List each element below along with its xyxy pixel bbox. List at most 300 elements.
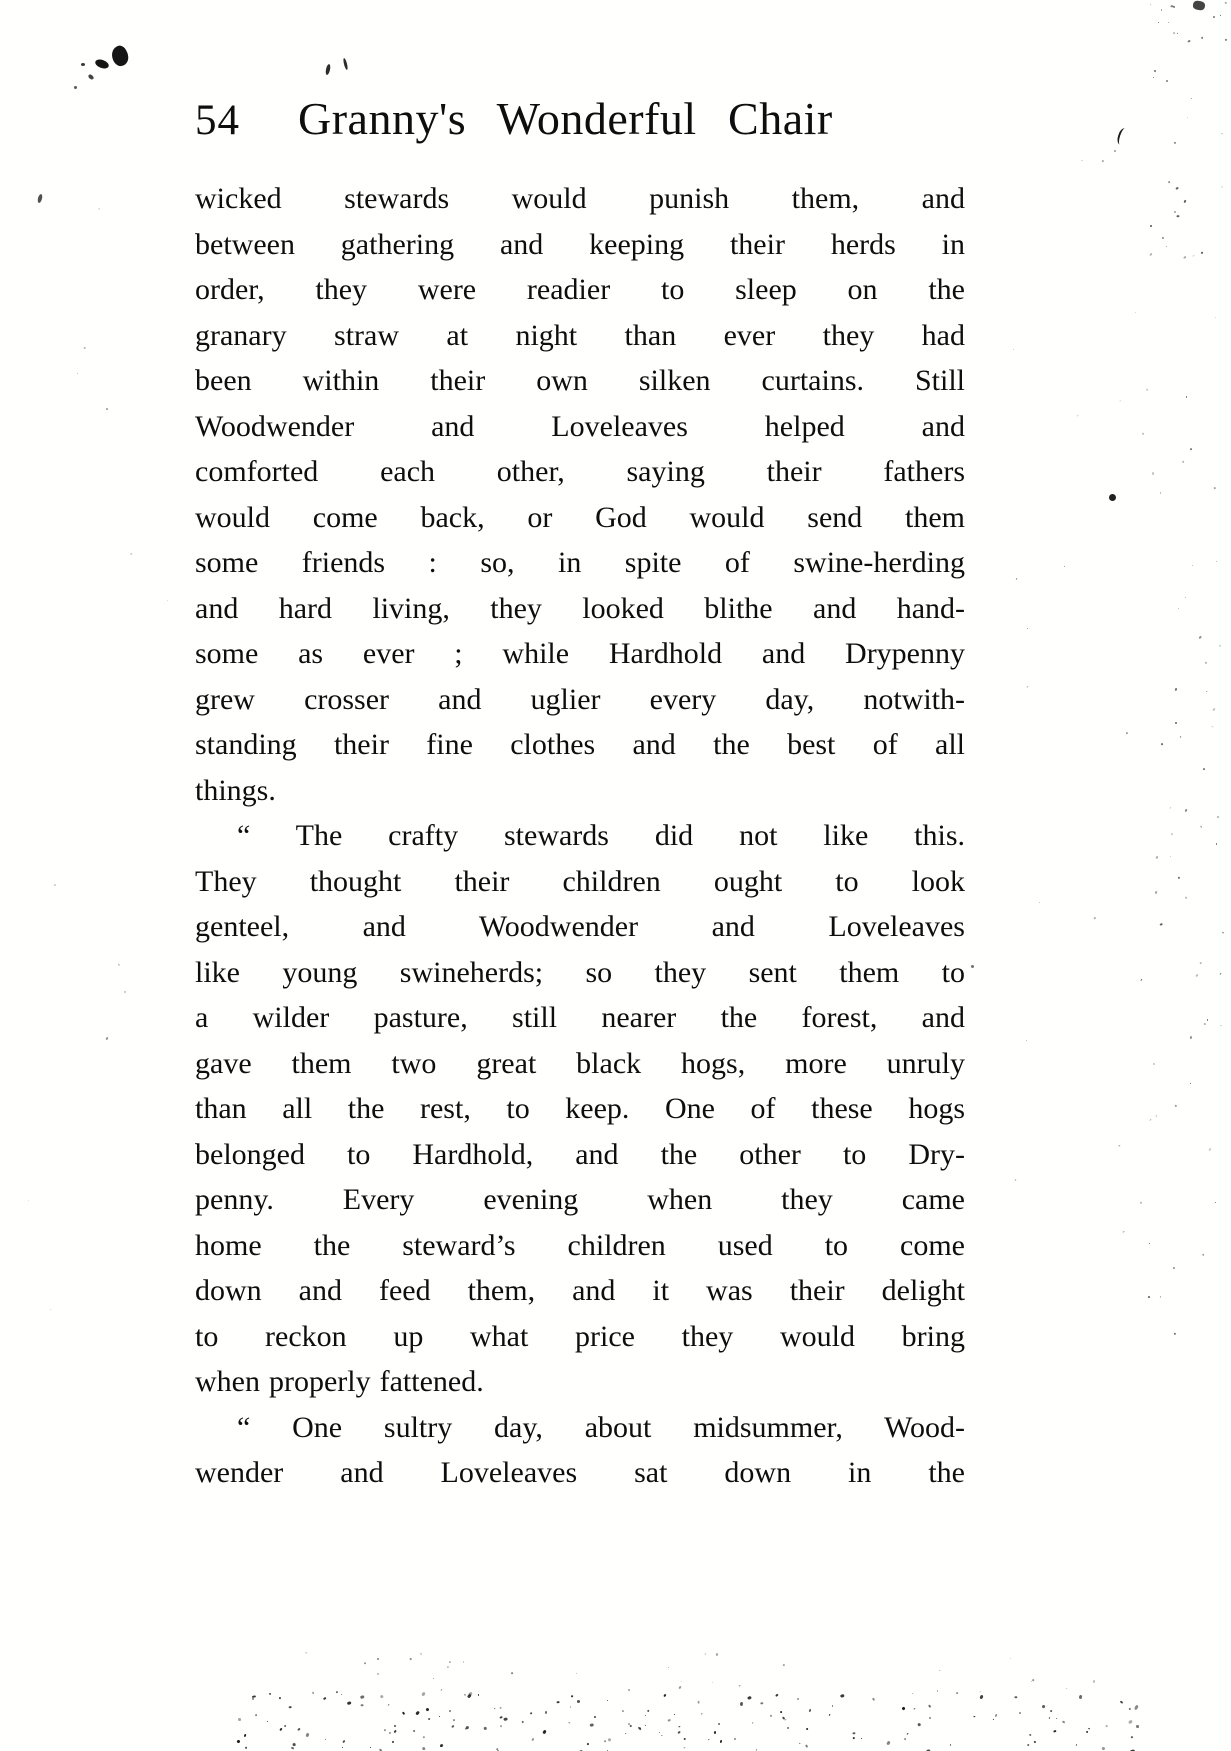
scan-speck <box>370 1746 372 1748</box>
scan-speck <box>853 1737 855 1739</box>
scan-speck <box>1201 251 1204 254</box>
scan-speck <box>1185 897 1187 899</box>
scan-speck <box>1136 1725 1139 1729</box>
scan-speck <box>1220 973 1222 975</box>
page-title: Granny's Wonderful Chair <box>298 93 833 144</box>
scan-speck <box>751 1722 753 1724</box>
text-line: “ One sultry day, about midsummer, Wood- <box>237 1410 965 1444</box>
scan-speck <box>440 1688 442 1690</box>
scan-speck <box>1205 661 1208 664</box>
scan-speck <box>1010 1658 1011 1659</box>
scan-speck <box>569 1722 571 1723</box>
scan-speck <box>383 1729 385 1731</box>
scan-speck <box>1149 1118 1151 1120</box>
scan-speck <box>1199 636 1203 640</box>
scan-speck <box>1162 237 1164 239</box>
scan-speck <box>325 1739 326 1740</box>
scan-speck <box>1184 200 1187 204</box>
scan-speck <box>463 1661 465 1663</box>
scan-speck <box>871 1698 874 1701</box>
scan-speck <box>1146 389 1148 391</box>
text-line: order, they were readier to sleep on the <box>195 273 965 306</box>
scan-speck <box>87 74 94 81</box>
scan-speck <box>466 1725 470 1729</box>
scan-speck <box>1184 255 1187 258</box>
scan-speck <box>1016 578 1018 580</box>
scan-speck <box>484 1727 487 1730</box>
scan-speck <box>1166 246 1167 247</box>
scan-speck <box>1172 32 1175 35</box>
scan-speck <box>861 1737 862 1738</box>
scan-speck <box>627 1688 630 1691</box>
scan-speck <box>1155 856 1158 859</box>
scan-speck <box>449 1661 451 1663</box>
scan-speck <box>720 1740 723 1743</box>
scan-speck <box>1185 596 1186 597</box>
scan-speck <box>1134 1705 1139 1710</box>
scan-speck <box>1219 645 1220 647</box>
scan-speck <box>1160 492 1162 494</box>
scan-speck <box>679 1726 681 1727</box>
scan-speck <box>1216 843 1217 845</box>
scan-speck <box>493 1707 495 1709</box>
scan-speck <box>1081 159 1083 161</box>
scan-speck <box>392 1740 395 1743</box>
scan-speck <box>1076 415 1078 417</box>
scan-speck <box>106 1036 109 1040</box>
scan-speck <box>305 1733 309 1738</box>
text-line: standing their fine clothes and the best of all <box>195 728 965 761</box>
scan-speck <box>388 1704 390 1706</box>
scan-speck <box>776 1694 779 1697</box>
scan-speck <box>1178 608 1180 609</box>
scan-speck <box>1027 686 1029 688</box>
scan-speck <box>54 884 56 886</box>
scan-speck <box>799 1742 800 1743</box>
scan-speck <box>1152 1063 1154 1065</box>
scan-speck <box>1013 348 1014 349</box>
scan-speck <box>464 1727 468 1730</box>
scan-speck <box>1174 1332 1177 1335</box>
text-line: granary straw at night than ever they had <box>195 318 965 352</box>
scan-speck <box>1049 1717 1051 1719</box>
scan-speck <box>1031 1681 1033 1683</box>
scan-speck <box>557 1702 560 1704</box>
scan-speck <box>269 1693 272 1696</box>
scan-speck <box>950 1744 952 1746</box>
scan-speck <box>659 1732 660 1733</box>
scan-speck <box>1140 1202 1142 1204</box>
scan-speck <box>1185 808 1188 812</box>
scan-speck <box>809 1709 812 1712</box>
scan-speck <box>1119 1145 1121 1146</box>
text-line: some as ever ; while Hardhold and Drypenny <box>195 637 965 670</box>
scan-speck <box>415 1710 420 1715</box>
scan-speck <box>1126 732 1129 734</box>
scan-speck <box>673 1714 674 1716</box>
scan-speck <box>607 1700 608 1701</box>
scan-speck <box>1027 1744 1030 1747</box>
scan-speck <box>1173 6 1175 8</box>
scan-speck <box>1149 1243 1150 1244</box>
scan-speck <box>708 1739 710 1740</box>
scan-speck <box>1192 255 1194 257</box>
scan-speck <box>360 1695 364 1699</box>
scan-speck <box>1015 1179 1017 1181</box>
scan-speck <box>1153 77 1154 78</box>
scan-speck <box>712 1682 713 1684</box>
scan-speck <box>677 1731 681 1734</box>
scan-speck <box>647 1710 650 1713</box>
scan-speck <box>410 1658 412 1660</box>
scan-speck <box>829 1714 831 1716</box>
scan-speck <box>1149 225 1151 227</box>
scan-speck <box>1106 1725 1108 1727</box>
scan-speck <box>994 1713 997 1717</box>
scan-speck <box>98 208 100 210</box>
scan-speck <box>105 408 108 411</box>
text-line: penny. Every evening when they came <box>195 1183 965 1216</box>
scan-speck <box>939 1670 941 1672</box>
scan-speck <box>50 1309 52 1311</box>
scan-speck <box>1093 917 1095 919</box>
scan-speck <box>464 1693 467 1696</box>
scan-speck <box>94 58 110 70</box>
scan-speck <box>645 1724 646 1725</box>
scan-speck <box>341 1693 342 1694</box>
scan-speck <box>1042 1704 1046 1708</box>
scan-speck <box>663 1694 666 1697</box>
scan-speck <box>544 1711 547 1714</box>
scan-speck <box>1187 117 1188 118</box>
scan-speck <box>1066 1687 1068 1689</box>
scan-speck <box>1160 743 1163 746</box>
text-line: would come back, or God would send them <box>195 500 965 534</box>
scan-speck <box>740 1702 743 1706</box>
scan-speck <box>973 1716 975 1718</box>
scan-speck <box>305 1651 307 1653</box>
scan-speck <box>1150 252 1153 255</box>
scan-speck <box>1109 494 1116 501</box>
scan-speck <box>447 1665 449 1667</box>
text-line: genteel, and Woodwender and Loveleaves <box>195 910 965 943</box>
scan-speck <box>1191 564 1192 566</box>
scan-speck <box>449 1709 451 1711</box>
scan-speck <box>628 1722 630 1725</box>
scan-speck <box>1039 902 1040 903</box>
text-line: to reckon up what price they would bring <box>195 1319 965 1353</box>
scan-speck <box>980 1691 982 1693</box>
scan-speck <box>503 1717 508 1721</box>
scan-speck <box>1174 211 1176 213</box>
scan-speck <box>770 1714 773 1717</box>
scan-speck <box>1202 252 1204 254</box>
scan-speck <box>1178 33 1179 34</box>
scan-speck <box>679 1686 682 1690</box>
scan-speck <box>1119 400 1121 402</box>
text-line: when properly fattened. <box>195 1365 484 1398</box>
scan-speck <box>980 1695 984 1700</box>
scan-speck <box>701 1713 704 1715</box>
scan-speck <box>1225 39 1227 41</box>
scan-speck <box>684 1747 686 1749</box>
scan-speck <box>1152 472 1154 475</box>
scan-speck <box>886 1741 890 1746</box>
page-body <box>195 176 965 1496</box>
scan-speck <box>1075 1744 1077 1746</box>
scan-speck <box>1187 39 1191 42</box>
scan-speck <box>439 1745 442 1748</box>
scan-speck <box>1204 1022 1206 1024</box>
scan-speck <box>393 1729 397 1733</box>
scan-speck <box>1169 856 1171 858</box>
scan-speck <box>1158 22 1159 23</box>
scan-speck <box>913 1708 915 1710</box>
scan-speck <box>291 1746 294 1749</box>
scan-speck <box>716 1652 718 1655</box>
text-line: Woodwender and Loveleaves helped and <box>195 409 965 443</box>
scan-speck <box>1217 816 1219 818</box>
scan-speck <box>267 1721 268 1722</box>
scan-speck <box>684 1738 686 1740</box>
scan-speck <box>1190 448 1193 450</box>
text-line: a wilder pasture, still nearer the forest, and <box>195 1001 965 1034</box>
scan-speck <box>500 1725 503 1728</box>
scan-speck <box>638 1728 641 1731</box>
scan-speck <box>467 1693 471 1697</box>
scan-speck <box>531 1737 534 1740</box>
scan-speck <box>499 1716 503 1719</box>
scan-speck <box>1200 37 1203 40</box>
scan-speck <box>389 1732 391 1734</box>
scan-speck <box>1025 1040 1027 1042</box>
scan-speck <box>1101 159 1103 161</box>
scan-speck <box>297 1728 300 1731</box>
scan-speck <box>1140 979 1142 981</box>
scan-speck <box>1178 876 1180 879</box>
scan-speck <box>1116 127 1130 146</box>
scan-speck <box>589 1723 594 1727</box>
scan-speck <box>252 1697 255 1700</box>
scan-speck <box>84 347 86 349</box>
scan-speck <box>1179 736 1181 738</box>
scan-speck <box>28 1200 30 1201</box>
scan-speck <box>1114 150 1116 152</box>
scan-speck <box>1220 15 1222 17</box>
text-line: things. <box>195 773 276 807</box>
scan-speck <box>1221 931 1223 933</box>
scan-speck <box>342 1740 345 1743</box>
text-line: wender and Loveleaves sat down in the <box>195 1456 965 1489</box>
scan-speck <box>1211 727 1213 728</box>
scan-speck <box>1175 688 1178 691</box>
scan-speck <box>1221 186 1223 188</box>
scan-speck <box>511 1672 514 1674</box>
scan-speck <box>81 63 85 66</box>
scan-speck <box>705 1653 707 1655</box>
scan-speck <box>468 1692 472 1696</box>
scan-speck <box>1086 1731 1089 1734</box>
scan-speck <box>421 1746 425 1750</box>
scan-speck <box>1062 1720 1066 1724</box>
scan-speck <box>1225 1 1227 3</box>
scan-speck <box>1182 460 1185 463</box>
scan-speck <box>1170 806 1172 808</box>
scan-speck <box>1216 560 1218 562</box>
scan-speck <box>1175 721 1178 724</box>
scan-speck <box>323 1697 326 1700</box>
scan-speck <box>713 1730 716 1733</box>
scan-speck <box>347 1702 351 1705</box>
scan-speck <box>1034 1741 1037 1744</box>
scan-speck <box>661 1735 663 1736</box>
scan-speck <box>129 553 132 556</box>
scan-speck <box>255 1714 258 1717</box>
text-line: wicked stewards would punish them, and <box>195 182 965 215</box>
scan-speck <box>607 1738 611 1741</box>
scan-speck <box>364 1662 366 1664</box>
scan-speck <box>1212 16 1215 19</box>
scan-speck <box>1019 1712 1021 1714</box>
scan-speck <box>1064 566 1066 568</box>
scan-speck <box>1168 22 1169 23</box>
scan-speck <box>312 1692 314 1694</box>
scan-speck <box>1200 825 1202 827</box>
scan-speck <box>667 1719 671 1722</box>
scan-speck <box>1220 1025 1222 1027</box>
scan-speck <box>1128 1708 1130 1711</box>
scan-speck <box>1175 1105 1177 1108</box>
scan-speck <box>343 58 349 70</box>
scan-speck <box>394 1724 397 1727</box>
scan-speck <box>1079 1695 1083 1700</box>
scan-speck <box>1015 1696 1018 1698</box>
scan-speck <box>245 1747 248 1750</box>
scan-speck <box>804 1744 808 1748</box>
scan-speck <box>1207 1019 1208 1021</box>
scan-speck <box>380 1695 384 1699</box>
scan-speck <box>1122 1230 1124 1232</box>
scan-speck <box>929 1717 931 1719</box>
scan-speck <box>681 1681 682 1682</box>
page-header <box>195 92 995 145</box>
text-line: down and feed them, and it was their delight <box>195 1274 965 1307</box>
scan-speck <box>1166 80 1168 83</box>
text-line: grew crosser and uglier every day, notwith- <box>195 682 965 716</box>
scan-speck <box>1195 974 1198 977</box>
scan-speck <box>500 1706 502 1708</box>
text-line: comforted each other, saying their fathers <box>195 455 965 488</box>
scan-speck <box>1212 708 1215 711</box>
scan-speck <box>1155 1115 1157 1117</box>
scan-speck <box>453 1719 456 1722</box>
scan-speck <box>1142 433 1144 435</box>
scan-speck <box>530 1712 533 1714</box>
scan-speck <box>336 1691 338 1693</box>
scan-speck <box>74 86 77 89</box>
scan-speck <box>1027 628 1028 629</box>
scan-speck <box>971 965 974 968</box>
scan-speck <box>1161 9 1162 11</box>
scan-speck <box>542 1729 547 1734</box>
scan-speck <box>293 1743 296 1746</box>
scan-speck <box>124 991 127 994</box>
scan-speck <box>1056 1718 1058 1720</box>
text-line: “ The crafty stewards did not like this. <box>237 819 965 852</box>
scan-speck <box>587 1742 589 1744</box>
scan-speck <box>1174 141 1176 143</box>
scan-speck <box>697 1701 699 1704</box>
scan-speck <box>1168 181 1171 184</box>
scan-speck <box>1192 0 1205 11</box>
scan-speck <box>1128 1720 1133 1725</box>
text-line: some friends : so, in spite of swine-herding <box>195 546 965 579</box>
scan-speck <box>376 1673 379 1676</box>
scan-speck <box>1150 4 1152 6</box>
text-line: like young swineherds; so they sent them to <box>195 955 965 989</box>
scan-speck <box>1191 98 1193 99</box>
scan-speck <box>1170 6 1173 8</box>
scan-speck <box>734 1738 736 1740</box>
scan-speck <box>748 1696 753 1700</box>
scan-speck <box>718 1723 720 1725</box>
scan-speck <box>1154 70 1157 72</box>
scan-speck <box>906 1733 908 1735</box>
scan-speck <box>1088 1727 1090 1729</box>
scan-speck <box>638 1727 641 1729</box>
scan-speck <box>252 1695 256 1698</box>
scan-speck <box>993 1718 994 1719</box>
text-line: been within their own silken curtains. Still <box>195 364 965 397</box>
scan-speck <box>927 1704 931 1708</box>
scan-speck <box>289 1706 292 1709</box>
scan-speck <box>901 1706 905 1710</box>
scan-speck <box>427 1718 430 1721</box>
scan-speck <box>522 1720 524 1722</box>
scan-speck <box>1159 1295 1161 1297</box>
scan-speck <box>1155 891 1158 895</box>
text-line: home the steward’s children used to come <box>195 1228 965 1262</box>
scan-speck <box>1214 487 1216 489</box>
scan-speck <box>451 1725 454 1728</box>
scan-speck <box>377 1658 380 1661</box>
scan-speck <box>1029 1734 1032 1737</box>
scan-speck <box>236 1740 239 1743</box>
text-line: gave them two great black hogs, more unruly <box>195 1046 965 1080</box>
text-line: They thought their children ought to look <box>195 864 965 898</box>
scan-speck <box>1215 317 1217 319</box>
scan-speck <box>1171 833 1173 835</box>
scan-speck <box>1203 768 1206 771</box>
scan-speck <box>1172 1267 1174 1269</box>
scan-speck <box>783 1664 785 1666</box>
scan-speck <box>420 1652 422 1654</box>
text-line: and hard living, they looked blithe and hand- <box>195 591 965 625</box>
scan-speck <box>433 1678 434 1679</box>
scan-speck <box>782 1716 786 1720</box>
scan-speck <box>1148 1296 1151 1299</box>
scan-speck <box>1205 691 1207 692</box>
scan-speck <box>1190 1083 1191 1084</box>
scan-speck <box>1199 961 1201 963</box>
scan-speck <box>668 1667 670 1669</box>
text-line: between gathering and keeping their herds in <box>195 227 965 261</box>
scan-speck <box>425 1708 428 1712</box>
scan-speck <box>853 1733 856 1736</box>
scan-speck <box>832 1705 833 1707</box>
scan-speck <box>439 1715 441 1716</box>
scan-speck <box>118 963 120 965</box>
